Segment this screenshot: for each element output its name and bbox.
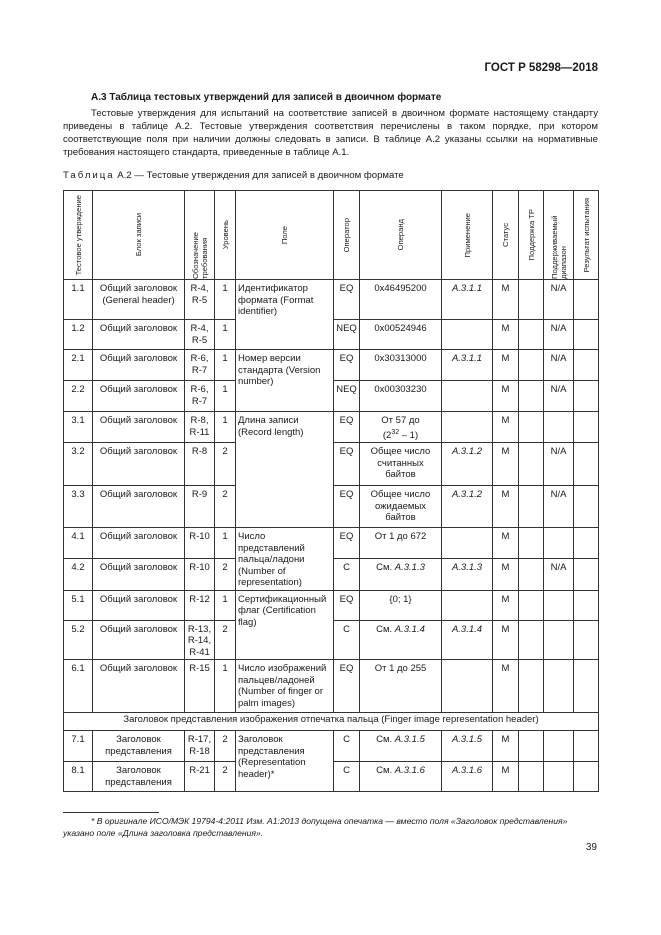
cell-num: 4.2 [64,559,93,590]
cell-tp [519,762,544,792]
cell-block: Общий заголовок [93,559,185,590]
cell-status: М [493,660,519,713]
cell-range: N/A [544,381,574,412]
cell-result [574,731,599,762]
cell-block: Общий заголовок [93,350,185,381]
cell-range [544,412,574,443]
operand-text: См. [376,623,395,635]
cell-range: N/A [544,443,574,486]
page-number: 39 [585,842,597,853]
operand-ref: А.3.1.4 [394,623,425,635]
cell-tp [519,381,544,412]
cell-application [442,590,493,620]
cell-status: М [493,731,519,762]
col-header: Статус [493,191,519,280]
cell-num: 3.3 [64,486,93,528]
cell-level: 1 [215,590,236,620]
cell-operator: C [334,762,360,792]
cell-req: R-17, R-18 [185,731,215,762]
cell-range [544,590,574,620]
cell-operator: C [334,731,360,762]
cell-block: Общий заголовок [93,590,185,620]
cell-application [442,660,493,713]
cell-num: 1.1 [64,280,93,320]
cell-field: Номер версии стандарта (Version number) [236,350,334,412]
cell-req: R-8 [185,443,215,486]
cell-operand: Общее число считанных байтов [360,443,442,486]
cell-num: 5.2 [64,620,93,660]
cell-result [574,660,599,713]
cell-level: 2 [215,620,236,660]
cell-tp [519,412,544,443]
cell-status: М [493,412,519,443]
cell-application: А.3.1.3 [442,559,493,590]
col-header: Поле [236,191,334,280]
cell-num: 5.1 [64,590,93,620]
cell-range [544,660,574,713]
cell-level: 1 [215,412,236,443]
cell-status: М [493,443,519,486]
cell-operator: EQ [334,443,360,486]
cell-req: R-6, R-7 [185,381,215,412]
cell-operand [360,762,442,792]
cell-application [442,528,493,559]
cell-application [442,381,493,412]
cell-num: 6.1 [64,660,93,713]
cell-block: Общий заголовок [93,381,185,412]
cell-result [574,412,599,443]
cell-result [574,559,599,590]
cell-operator: EQ [334,660,360,713]
cell-result [574,590,599,620]
cell-operand: 0x00303230 [360,381,442,412]
cell-num: 2.2 [64,381,93,412]
cell-range: N/A [544,350,574,381]
cell-application: А.3.1.1 [442,350,493,381]
footnote-divider [63,812,159,813]
cell-req: R-8, R-11 [185,412,215,443]
cell-operator: C [334,620,360,660]
cell-tp [519,590,544,620]
cell-operand: Общее число ожидаемых байтов [360,486,442,528]
cell-operand [360,559,442,590]
cell-field: Сертификационный флаг (Certification flag) [236,590,334,660]
table-row [64,280,599,320]
cell-result [574,620,599,660]
cell-req: R-10 [185,528,215,559]
cell-result [574,528,599,559]
col-header: Обозначение требования [185,191,215,280]
table-caption [63,170,404,181]
cell-result [574,381,599,412]
cell-level: 2 [215,762,236,792]
operand-text: См. [376,562,395,574]
footnote: * В оригинале ИСО/МЭК 19794-4:2011 Изм. А1:2013 допущена опечатка — вместо поля «Заголовок представления» указано поле «Длина заголовка представления». [63,816,568,838]
cell-block: Общий заголовок [93,486,185,528]
cell-range [544,762,574,792]
cell-status: М [493,559,519,590]
cell-tp [519,486,544,528]
cell-tp [519,731,544,762]
table-row [64,350,599,381]
cell-operator: NEQ [334,381,360,412]
cell-status: М [493,486,519,528]
cell-level: 2 [215,559,236,590]
cell-range [544,528,574,559]
cell-application: А.3.1.4 [442,620,493,660]
cell-level: 2 [215,731,236,762]
cell-application: А.3.1.2 [442,486,493,528]
table-row [64,590,599,620]
cell-range: N/A [544,486,574,528]
cell-req: R-12 [185,590,215,620]
cell-num: 8.1 [64,762,93,792]
caption-text: А.2 — Тестовые утверждения для записей в двоичном формате [114,170,404,181]
cell-block: Заголовок представления [93,731,185,762]
cell-status: М [493,381,519,412]
table-section-row [64,713,599,731]
cell-status: М [493,590,519,620]
cell-field: Длина записи (Record length) [236,412,334,528]
cell-block: Общий заголовок [93,528,185,559]
cell-status: М [493,280,519,320]
cell-num: 2.1 [64,350,93,381]
assertions-table [63,190,599,792]
cell-level: 1 [215,350,236,381]
cell-operand [360,731,442,762]
table-row [64,731,599,762]
cell-tp [519,280,544,320]
cell-level: 2 [215,486,236,528]
table-header-row [64,191,599,280]
cell-operator: EQ [334,412,360,443]
cell-result [574,486,599,528]
cell-result [574,443,599,486]
cell-application: А.3.1.6 [442,762,493,792]
cell-block: Общий заголовок [93,412,185,443]
col-header: Операнд [360,191,442,280]
table-row [64,528,599,559]
cell-block: Общий заголовок [93,320,185,350]
cell-status: М [493,350,519,381]
cell-operand [360,412,442,443]
cell-req: R-4, R-5 [185,320,215,350]
caption-label: Таблица [63,170,115,181]
cell-status: М [493,620,519,660]
cell-result [574,762,599,792]
section-header-cell: Заголовок представления изображения отпечатка пальца (Finger image representation header) [64,713,599,731]
cell-range: N/A [544,559,574,590]
col-header: Блок записи [93,191,185,280]
cell-req: R-10 [185,559,215,590]
cell-req: R-13, R-14, R-41 [185,620,215,660]
cell-application [442,320,493,350]
cell-operator: EQ [334,280,360,320]
cell-operand: 0x46495200 [360,280,442,320]
operand-ref: А.3.1.6 [394,765,425,777]
operand-exponent: 32 [391,428,400,436]
standard-number: ГОСТ Р 58298—2018 [484,62,598,74]
cell-block: Общий заголовок [93,660,185,713]
cell-operator: C [334,559,360,590]
cell-field: Число представлений пальца/ладони (Number of representation) [236,528,334,591]
cell-operand: {0; 1} [360,590,442,620]
cell-tp [519,443,544,486]
cell-application [442,412,493,443]
col-header: Результат испытания [574,191,599,280]
cell-req: R-9 [185,486,215,528]
cell-range [544,731,574,762]
cell-num: 7.1 [64,731,93,762]
cell-operand: От 1 до 672 [360,528,442,559]
cell-req: R-21 [185,762,215,792]
operand-text: (2 [382,429,392,441]
cell-status: М [493,320,519,350]
cell-range [544,620,574,660]
operand-text: – 1) [399,429,419,441]
operand-text: См. [376,734,395,746]
col-header: Оператор [334,191,360,280]
cell-level: 1 [215,660,236,713]
cell-block: Общий заголовок [93,620,185,660]
cell-operator: EQ [334,528,360,559]
cell-range: N/A [544,280,574,320]
operand-text: См. [376,765,395,777]
cell-operator: EQ [334,350,360,381]
cell-level: 1 [215,528,236,559]
table-row [64,660,599,713]
cell-num: 3.2 [64,443,93,486]
cell-application: А.3.1.1 [442,280,493,320]
cell-num: 1.2 [64,320,93,350]
cell-field: Идентификатор формата (Format identifier) [236,280,334,350]
table-row [64,412,599,443]
cell-operator: EQ [334,486,360,528]
operand-ref: А.3.1.3 [394,562,425,574]
col-header: Поддержка ТР [519,191,544,280]
cell-application: А.3.1.5 [442,731,493,762]
cell-operand: 0x00524946 [360,320,442,350]
cell-req: R-6, R-7 [185,350,215,381]
cell-level: 2 [215,443,236,486]
cell-req: R-15 [185,660,215,713]
col-header: Применение [442,191,493,280]
cell-operand [360,620,442,660]
col-header: Тестовое утверждение [64,191,93,280]
cell-operator: NEQ [334,320,360,350]
cell-operand: От 1 до 255 [360,660,442,713]
intro-paragraph: Тестовые утверждения для испытаний на соответствие записей в двоичном формате настоящему стандарту приведены в таблице А.2. Тестовые утверждения соответствия перечислены в таком порядке, при котором соответствующие поля при наличии должны следовать в записи. В таблице А.2 указаны ссылки на нормативные требования настоящего стандарта, приведенные в таблице А.1. [63,108,598,158]
cell-level: 1 [215,381,236,412]
cell-result [574,320,599,350]
cell-num: 4.1 [64,528,93,559]
cell-level: 1 [215,320,236,350]
cell-operand: 0x30313000 [360,350,442,381]
cell-level: 1 [215,280,236,320]
cell-application: А.3.1.2 [442,443,493,486]
cell-num: 3.1 [64,412,93,443]
cell-result [574,280,599,320]
col-header: Уровень [215,191,236,280]
cell-status: М [493,528,519,559]
cell-range: N/A [544,320,574,350]
cell-tp [519,620,544,660]
operand-ref: А.3.1.5 [394,734,425,746]
cell-tp [519,660,544,713]
col-header: Поддерживаемый диапазон [544,191,574,280]
cell-block: Общий заголовок (General header) [93,280,185,320]
cell-req: R-4, R-5 [185,280,215,320]
cell-tp [519,528,544,559]
cell-tp [519,320,544,350]
cell-block: Общий заголовок [93,443,185,486]
cell-tp [519,350,544,381]
cell-status: М [493,762,519,792]
cell-block: Заголовок представления [93,762,185,792]
cell-tp [519,559,544,590]
cell-field: Число изображений пальцев/ладоней (Number of finger or palm images) [236,660,334,713]
cell-result [574,350,599,381]
operand-text: От 57 до [381,415,420,426]
cell-operator: EQ [334,590,360,620]
cell-field: Заголовок представления (Representation header)* [236,731,334,792]
section-title: А.3 Таблица тестовых утверждений для записей в двоичном формате [91,92,442,103]
